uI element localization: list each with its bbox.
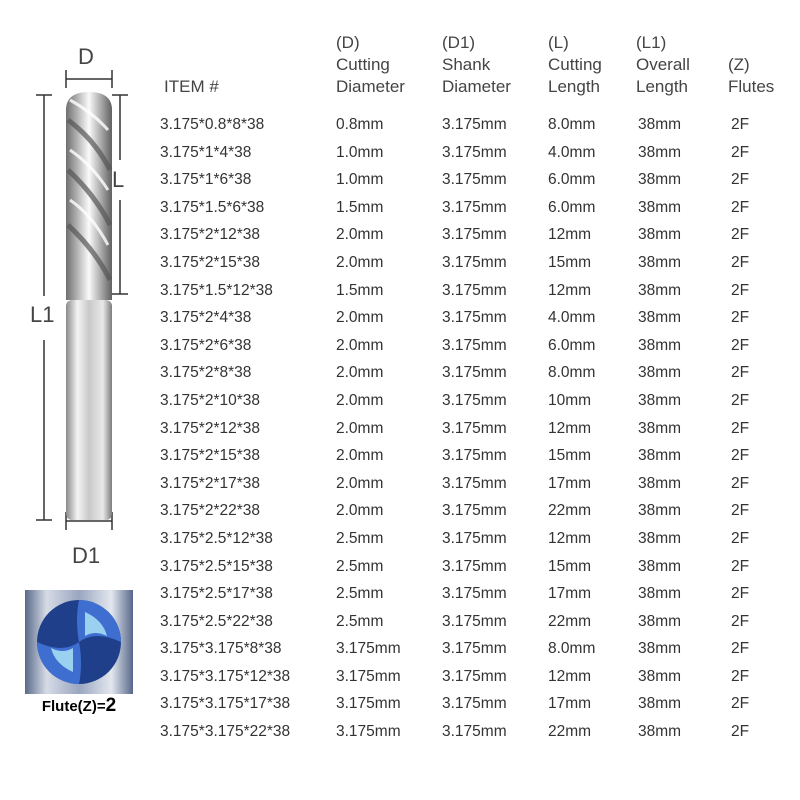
- table-row: [158, 664, 790, 692]
- header-line3: Diameter: [442, 77, 511, 96]
- table-cell: 3.175mm: [442, 364, 507, 382]
- header-line2: [164, 54, 219, 76]
- table-cell: 2F: [731, 198, 750, 216]
- table-cell: 38mm: [638, 171, 682, 189]
- table-cell: 3.175mm: [336, 723, 401, 741]
- table-cell: 2F: [731, 640, 750, 658]
- table-cell: 22mm: [548, 723, 592, 741]
- table-cell: 2F: [731, 171, 750, 189]
- table-cell: 3.175*2*6*38: [160, 336, 252, 354]
- table-cell: 3.175mm: [442, 667, 507, 685]
- table-cell: 38mm: [638, 529, 682, 547]
- table-cell: 38mm: [638, 723, 682, 741]
- table-cell: 3.175mm: [336, 640, 401, 658]
- table-cell: 38mm: [638, 612, 682, 630]
- table-body: [158, 112, 790, 747]
- table-cell: 38mm: [638, 336, 682, 354]
- flute-label-text: Flute(Z): [41, 698, 97, 715]
- table-cell: 2.0mm: [336, 336, 384, 354]
- table-cell: 15mm: [548, 447, 592, 465]
- table-row: [158, 443, 790, 471]
- table-cell: 2F: [731, 585, 750, 603]
- table-row: [158, 581, 790, 609]
- table-cell: 3.175*3.175*8*38: [160, 640, 282, 658]
- table-cell: 12mm: [548, 529, 592, 547]
- table-cell: 8.0mm: [548, 640, 596, 658]
- table-cell: 38mm: [638, 640, 682, 658]
- table-cell: 17mm: [548, 474, 592, 492]
- table-cell: 3.175*2.5*12*38: [160, 529, 273, 547]
- table-cell: 8.0mm: [548, 116, 596, 133]
- table-cell: 3.175*2*12*38: [160, 419, 260, 437]
- table-cell: 2F: [731, 226, 750, 244]
- table-row: [158, 333, 790, 361]
- table-row: [158, 526, 790, 554]
- table-row: [158, 195, 790, 223]
- table-cell: 38mm: [638, 143, 682, 161]
- table-cell: 38mm: [638, 281, 682, 299]
- table-cell: 15mm: [548, 253, 592, 271]
- table-cell: 2F: [731, 391, 750, 409]
- table-cell: 38mm: [638, 391, 682, 409]
- table-cell: 3.175mm: [442, 198, 507, 216]
- header-overall-length: [636, 32, 690, 98]
- flute-count: 2: [105, 695, 117, 716]
- table-cell: 3.175*2*4*38: [160, 309, 252, 327]
- table-cell: 2.0mm: [336, 391, 384, 409]
- table-cell: 12mm: [548, 226, 592, 244]
- table-cell: 3.175mm: [442, 502, 507, 520]
- table-cell: 2.5mm: [336, 529, 384, 547]
- table-cell: 12mm: [548, 667, 592, 685]
- table-cell: 17mm: [548, 585, 592, 603]
- table-cell: 3.175*2*15*38: [160, 447, 260, 465]
- table-cell: 2.0mm: [336, 419, 384, 437]
- table-row: [158, 416, 790, 444]
- label-d: D: [78, 44, 94, 69]
- table-cell: 2.5mm: [336, 557, 384, 575]
- table-cell: 1.5mm: [336, 198, 384, 216]
- table-cell: 2.0mm: [336, 447, 384, 465]
- table-cell: 1.0mm: [336, 171, 384, 189]
- table-cell: 3.175mm: [442, 723, 507, 741]
- table-cell: 3.175mm: [442, 529, 507, 547]
- table-cell: 2F: [731, 116, 750, 133]
- header-line2: Cutting: [336, 55, 390, 74]
- header-flutes: [728, 32, 774, 98]
- table-row: [158, 471, 790, 499]
- table-cell: 38mm: [638, 364, 682, 382]
- table-cell: 3.175mm: [442, 226, 507, 244]
- table-cell: 38mm: [638, 226, 682, 244]
- header-line1: [728, 32, 774, 54]
- table-cell: 1.5mm: [336, 281, 384, 299]
- table-cell: 3.175mm: [336, 667, 401, 685]
- table-cell: 3.175*0.8*8*38: [160, 116, 265, 133]
- table-cell: 2F: [731, 723, 750, 741]
- table-cell: 12mm: [548, 419, 592, 437]
- table-row: [158, 360, 790, 388]
- table-cell: 38mm: [638, 419, 682, 437]
- label-d1: D1: [72, 543, 101, 568]
- table-cell: 3.175*2.5*15*38: [160, 557, 273, 575]
- table-cell: 3.175mm: [442, 391, 507, 409]
- header-line1: (L1): [636, 33, 667, 52]
- table-cell: 3.175mm: [442, 336, 507, 354]
- table-cell: 2.0mm: [336, 364, 384, 382]
- table-cell: 3.175mm: [442, 116, 507, 133]
- table-cell: 2F: [731, 502, 750, 520]
- table-cell: 3.175*2*10*38: [160, 391, 260, 409]
- table-cell: 38mm: [638, 198, 682, 216]
- table-cell: 2F: [731, 529, 750, 547]
- table-cell: 4.0mm: [548, 143, 596, 161]
- header-line1: (L): [548, 33, 569, 52]
- table-cell: 17mm: [548, 695, 592, 713]
- table-cell: 2.0mm: [336, 502, 384, 520]
- table-cell: 3.175*3.175*17*38: [160, 695, 291, 713]
- table-cell: 15mm: [548, 557, 592, 575]
- header-cutting-diameter: [336, 32, 405, 98]
- table-cell: 2F: [731, 557, 750, 575]
- table-cell: 3.175*2*22*38: [160, 502, 260, 520]
- table-cell: 2F: [731, 309, 750, 327]
- table-cell: 3.175mm: [442, 585, 507, 603]
- table-cell: 3.175mm: [442, 171, 507, 189]
- table-cell: 2F: [731, 143, 750, 161]
- table-cell: 3.175*3.175*22*38: [160, 723, 291, 741]
- table-cell: 0.8mm: [336, 116, 384, 133]
- table-cell: 38mm: [638, 695, 682, 713]
- table-cell: 2F: [731, 474, 750, 492]
- table-cell: 3.175*2*17*38: [160, 474, 260, 492]
- table-cell: 38mm: [638, 253, 682, 271]
- label-l: L: [112, 167, 125, 192]
- header-line2: Overall: [636, 55, 690, 74]
- table-cell: 2.0mm: [336, 309, 384, 327]
- table-row: [158, 719, 790, 747]
- table-cell: 3.175*2.5*22*38: [160, 612, 273, 630]
- table-cell: 8.0mm: [548, 364, 596, 382]
- table-cell: 3.175mm: [442, 143, 507, 161]
- table-cell: 38mm: [638, 585, 682, 603]
- table-row: [158, 167, 790, 195]
- header-line1: (D): [336, 33, 360, 52]
- header-cutting-length: [548, 32, 602, 98]
- table-cell: 2F: [731, 447, 750, 465]
- table-cell: 3.175*1.5*6*38: [160, 198, 265, 216]
- header-line3: ITEM #: [164, 77, 219, 96]
- table-cell: 3.175*2*15*38: [160, 253, 260, 271]
- header-line3: Flutes: [728, 77, 775, 96]
- header-line3: Diameter: [336, 77, 405, 96]
- table-cell: 2F: [731, 419, 750, 437]
- table-cell: 1.0mm: [336, 143, 384, 161]
- header-line2: Cutting: [548, 55, 602, 74]
- table-cell: 38mm: [638, 447, 682, 465]
- table-row: [158, 305, 790, 333]
- flute-badge: [25, 590, 133, 720]
- header-line1: (D1): [442, 33, 476, 52]
- table-cell: 4.0mm: [548, 309, 596, 327]
- table-row: [158, 112, 790, 140]
- table-cell: 22mm: [548, 502, 592, 520]
- table-cell: 12mm: [548, 281, 592, 299]
- table-cell: 6.0mm: [548, 171, 596, 189]
- table-cell: 3.175mm: [442, 557, 507, 575]
- header-line3: Length: [548, 77, 600, 96]
- header-shank-diameter: [442, 32, 511, 98]
- table-cell: 3.175mm: [442, 447, 507, 465]
- table-row: [158, 636, 790, 664]
- header-line2: (Z): [728, 55, 750, 74]
- table-cell: 22mm: [548, 612, 592, 630]
- table-cell: 3.175*2*8*38: [160, 364, 252, 382]
- table-cell: 3.175mm: [336, 695, 401, 713]
- table-cell: 2.0mm: [336, 474, 384, 492]
- table-cell: 3.175mm: [442, 474, 507, 492]
- table-cell: 2F: [731, 667, 750, 685]
- table-cell: 3.175mm: [442, 253, 507, 271]
- table-cell: 38mm: [638, 309, 682, 327]
- table-cell: 3.175mm: [442, 640, 507, 658]
- flute-count-label: [25, 694, 133, 718]
- table-cell: 2.5mm: [336, 585, 384, 603]
- table-cell: 3.175*1*6*38: [160, 171, 252, 189]
- table-row: [158, 250, 790, 278]
- table-row: [158, 691, 790, 719]
- table-row: [158, 498, 790, 526]
- table-cell: 3.175mm: [442, 281, 507, 299]
- label-l1: L1: [30, 302, 55, 327]
- table-cell: 2F: [731, 695, 750, 713]
- table-row: [158, 222, 790, 250]
- header-line3: Length: [636, 77, 688, 96]
- table-cell: 2F: [731, 364, 750, 382]
- table-cell: 2.5mm: [336, 612, 384, 630]
- table-cell: 2F: [731, 612, 750, 630]
- table-cell: 6.0mm: [548, 336, 596, 354]
- table-cell: 38mm: [638, 667, 682, 685]
- table-cell: 3.175mm: [442, 612, 507, 630]
- table-row: [158, 278, 790, 306]
- table-cell: 2F: [731, 253, 750, 271]
- table-row: [158, 554, 790, 582]
- table-cell: 3.175*1*4*38: [160, 143, 252, 161]
- table-row: [158, 609, 790, 637]
- table-cell: 6.0mm: [548, 198, 596, 216]
- flute-equals: =: [96, 698, 106, 715]
- table-cell: 2.0mm: [336, 253, 384, 271]
- table-cell: 3.175mm: [442, 309, 507, 327]
- table-cell: 38mm: [638, 502, 682, 520]
- table-cell: 3.175mm: [442, 695, 507, 713]
- table-cell: 3.175*2.5*17*38: [160, 585, 273, 603]
- table-cell: 2.0mm: [336, 226, 384, 244]
- table-cell: 3.175*3.175*12*38: [160, 667, 291, 685]
- table-row: [158, 388, 790, 416]
- end-mill-figure: [0, 0, 150, 568]
- table-cell: 3.175mm: [442, 419, 507, 437]
- table-cell: 3.175*1.5*12*38: [160, 281, 273, 299]
- header-line1: [164, 32, 219, 54]
- header-item: [164, 32, 219, 98]
- table-cell: 3.175*2*12*38: [160, 226, 260, 244]
- header-line2: Shank: [442, 55, 491, 74]
- flute-cross-section-icon: [25, 590, 133, 694]
- table-cell: 38mm: [638, 116, 682, 133]
- table-cell: 38mm: [638, 557, 682, 575]
- table-cell: 2F: [731, 336, 750, 354]
- table-cell: 10mm: [548, 391, 592, 409]
- table-row: [158, 140, 790, 168]
- end-mill-drawing: [0, 0, 150, 560]
- table-cell: 2F: [731, 281, 750, 299]
- table-cell: 38mm: [638, 474, 682, 492]
